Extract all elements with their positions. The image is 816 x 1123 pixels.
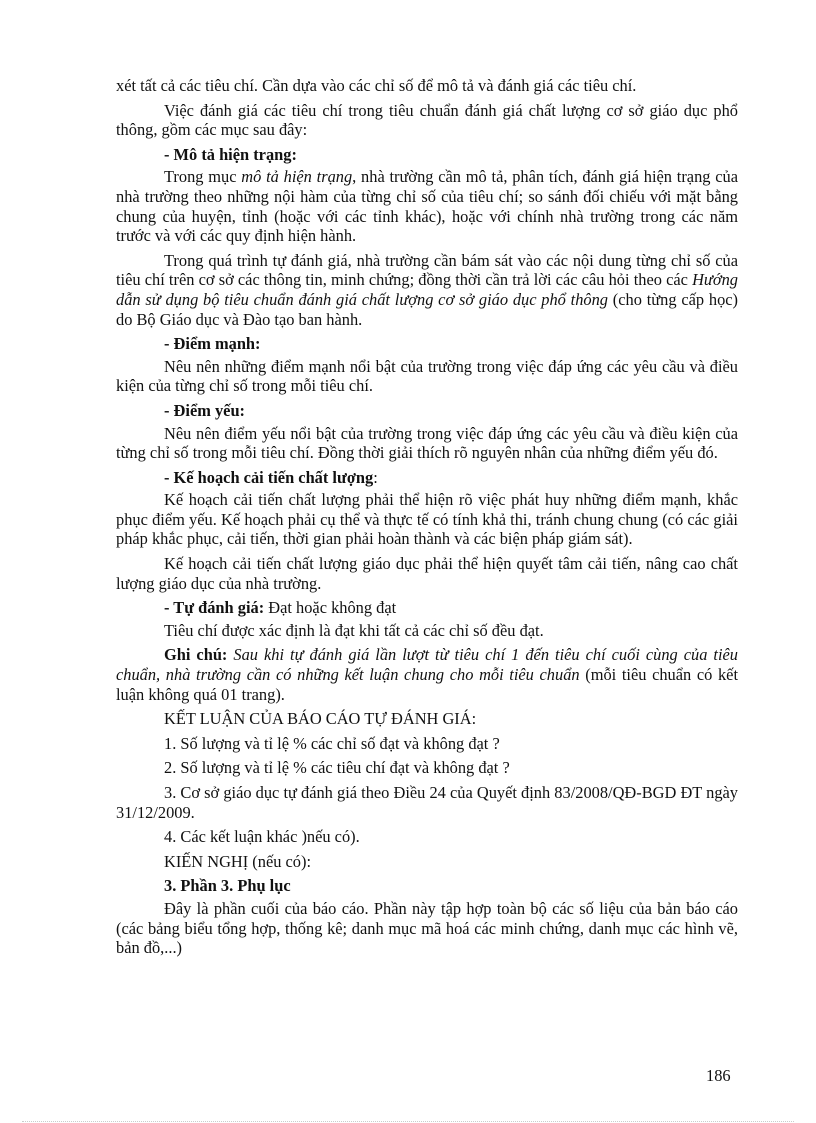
paragraph: Việc đánh giá các tiêu chí trong tiêu chuẩn đánh giá chất lượng cơ sở giáo dục phổ thông, gồm các mục sau đây:: [116, 100, 738, 140]
heading-text: - Kế hoạch cải tiến chất lượng: [164, 467, 374, 487]
list-item: 2. Số lượng và tỉ lệ % các tiêu chí đạt và không đạt ?: [164, 758, 510, 778]
text: (mỗi tiêu chuẩn có kết luận không quá 01 trang).: [116, 665, 739, 704]
paragraph: Nêu nên điểm yếu nổi bật của trường trong việc đáp ứng các yêu cầu và điều kiện của từng chỉ số trong mỗi tiêu chí. Đồng thời giải thích rõ nguyên nhân của những điểm yếu đó.: [116, 423, 738, 463]
conclusion-heading: KẾT LUẬN CỦA BÁO CÁO TỰ ĐÁNH GIÁ:: [164, 709, 477, 729]
note-paragraph: [116, 645, 738, 704]
paragraph: Kế hoạch cải tiến chất lượng giáo dục phải thể hiện quyết tâm cải tiến, nâng cao chất lượng giáo dục của nhà trường.: [116, 554, 738, 593]
document-page: [116, 76, 738, 963]
section-heading-mo-ta: [116, 145, 738, 165]
recommendation-heading: KIẾN NGHỊ (nếu có):: [164, 851, 312, 871]
heading-rest: Đạt hoặc không đạt: [264, 598, 397, 618]
text: , nhà trường cần mô tả, phân tích, đánh giá hiện trạng của nhà trường theo những nội hàm của từng chỉ số của tiêu chí; so sánh đối chiếu với mặt bằng chung của huyện, tỉnh (hoặc với các tỉnh khác), hoặc với chính nhà trường trong các năm trước và với các quy định hiện hành.: [116, 167, 739, 246]
paragraph: Nêu nên những điểm mạnh nổi bật của trường trong việc đáp ứng các yêu cầu và điều kiện của từng chỉ số trong mỗi tiêu chí.: [116, 356, 738, 396]
heading-text: - Tự đánh giá:: [164, 598, 265, 618]
italic-text: Hướng dẫn sử dụng bộ tiêu chuẩn đánh giá chất lượng cơ sở giáo dục phổ thông: [116, 270, 738, 309]
text: Trong mục: [164, 167, 242, 187]
page-number: 186: [706, 1066, 731, 1085]
section-heading-ke-hoach: [116, 468, 738, 488]
footer-divider: [22, 1121, 794, 1122]
section-heading-tu-danh-gia: [116, 598, 738, 618]
text: (cho từng cấp học) do Bộ Giáo dục và Đào tạo ban hành.: [116, 289, 738, 329]
heading-text: 3. Phần 3. Phụ lục: [164, 876, 291, 896]
heading-text: - Điểm mạnh:: [164, 334, 261, 354]
section-heading-diem-manh: [116, 334, 738, 354]
heading-text: - Điểm yếu:: [164, 400, 246, 420]
heading-text: - Mô tả hiện trạng:: [164, 144, 297, 164]
note-label: Ghi chú:: [164, 645, 228, 665]
list-item: 1. Số lượng và tỉ lệ % các chỉ số đạt và không đạt ?: [164, 733, 500, 753]
section-heading-phu-luc: [116, 876, 738, 896]
paragraph: Tiêu chí được xác định là đạt khi tất cả các chỉ số đều đạt.: [164, 620, 544, 640]
text: Trong quá trình tự đánh giá, nhà trường cần bám sát vào các nội dung từng chỉ số của tiêu chí trên cơ sở các thông tin, minh chứng; đồng thời cần trả lời các câu hỏi theo các: [116, 250, 738, 290]
italic-text: mô tả hiện trạng: [241, 167, 353, 187]
italic-text: Sau khi tự đánh giá lần lượt từ tiêu chí 1 đến tiêu chí cuối cùng của tiêu chuẩn, nhà trường cần có những kết luận chung cho mỗi tiêu chuẩn: [116, 645, 739, 685]
section-heading-diem-yeu: [116, 401, 738, 421]
list-item: 4. Các kết luận khác )nếu có).: [164, 827, 360, 847]
paragraph: [116, 167, 738, 245]
heading-colon: :: [373, 467, 378, 487]
paragraph: Đây là phần cuối của báo cáo. Phần này tập hợp toàn bộ các số liệu của bản báo cáo (các bảng biểu tổng hợp, thống kê; danh mục mã hoá các minh chứng, danh mục các hình vẽ, bản đồ,...): [116, 898, 738, 958]
paragraph: Kế hoạch cải tiến chất lượng phải thể hiện rõ việc phát huy những điểm mạnh, khắc phục điểm yếu. Kế hoạch phải cụ thể và thực tế có tính khả thi, tránh chung chung (có các giải pháp khắc phục, cải tiến, thời gian phải hoàn thành và các biện pháp giám sát).: [116, 490, 738, 549]
paragraph: xét tất cả các tiêu chí. Cần dựa vào các chỉ số để mô tả và đánh giá các tiêu chí.: [116, 76, 637, 95]
paragraph: [116, 251, 738, 329]
list-item: 3. Cơ sở giáo dục tự đánh giá theo Điều 24 của Quyết định 83/2008/QĐ-BGD ĐT ngày 31/12/2009.: [116, 783, 738, 822]
